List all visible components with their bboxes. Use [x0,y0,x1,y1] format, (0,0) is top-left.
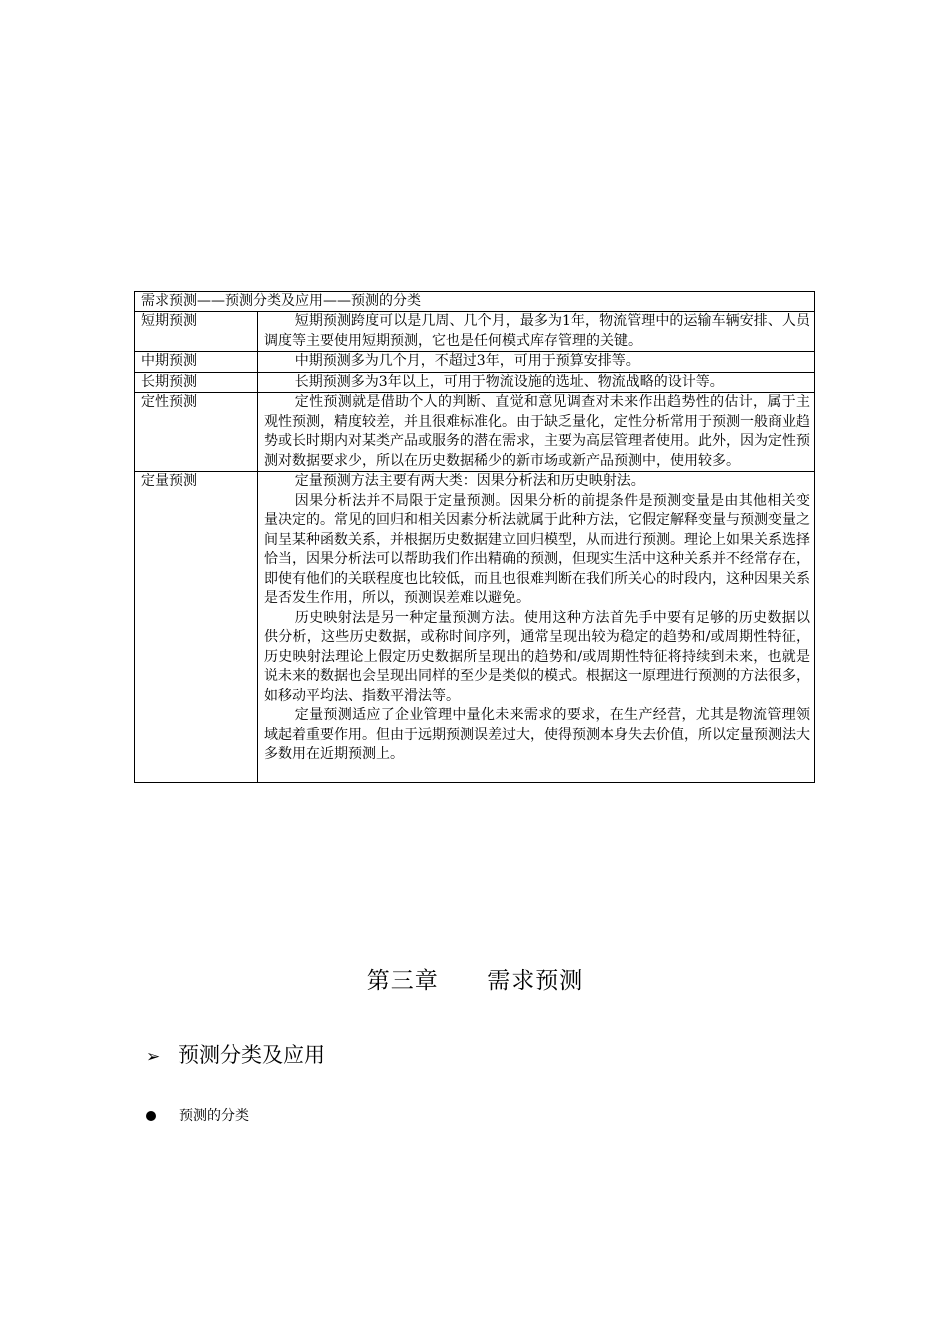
section-heading [146,1039,325,1069]
row-content [258,352,815,373]
row-paragraph: 定量预测适应了企业管理中量化未来需求的要求，在生产经营，尤其是物流管理领域起着重要作用。但由于远期预测误差过大，使得预测本身失去价值，所以定量预测法大多数用在近期预测上。 [264,707,810,762]
row-paragraph: 短期预测跨度可以是几周、几个月，最多为1年，物流管理中的运输车辆安排、人员调度等主要使用短期预测，它也是任何模式库存管理的关键。 [264,313,810,349]
row-content [258,472,815,783]
row-label: 长期预测 [135,372,258,393]
chapter-title: 第三章 需求预测 [366,968,584,994]
arrow-bullet-icon: ➢ [146,1047,161,1067]
row-label: 定量预测 [135,472,258,783]
bullet-dot-icon [146,1111,156,1121]
subsection-heading [146,1105,249,1125]
row-label: 定性预测 [135,393,258,472]
row-content [258,312,815,352]
row-paragraph: 中期预测多为几个月，不超过3年，可用于预算安排等。 [294,353,640,369]
row-paragraph: 因果分析法并不局限于定量预测。因果分析的前提条件是预测变量是由其他相关变量决定的。常见的回归和相关因素分析法就属于此种方法，它假定解释变量与预测变量之间呈某种函数关系，并根据历史数据建立回归模型，从而进行预测。理论上如果关系选择恰当，因果分析法可以帮助我们作出精确的预测，但现实生活中这种关系并不经常存在，即使有他们的关联程度也比较低，而且也很难判断在我们所关心的时段内，这种因果关系是否发生作用，所以，预测误差难以避免。 [264,492,810,606]
row-label: 中期预测 [135,352,258,373]
row-paragraph: 定性预测就是借助个人的判断、直觉和意见调查对未来作出趋势性的估计，属于主观性预测，精度较差，并且很难标准化。由于缺乏量化，定性分析常用于预测一般商业趋势或长时期内对某类产品或服务的潜在需求，主要为高层管理者使用。此外，因为定性预测对数据要求少，所以在历史数据稀少的新市场或新产品预测中，使用较多。 [264,394,810,469]
section-title: 预测分类及应用 [178,1043,325,1067]
table-row [135,372,815,393]
row-label: 短期预测 [135,312,258,352]
table-header: 需求预测——预测分类及应用——预测的分类 [135,292,815,312]
forecast-table [134,291,815,783]
row-paragraph: 历史映射法是另一种定量预测方法。使用这种方法首先手中要有足够的历史数据以供分析，这些历史数据，或称时间序列，通常呈现出较为稳定的趋势和/或周期性特征，历史映射法理论上假定历史数据所呈现出的趋势和/或周期性特征将持续到未来，也就是说未来的数据也会呈现出同样的至少是类似的模式。根据这一原理进行预测的方法很多，如移动平均法、指数平滑法等。 [264,609,810,704]
table-row [135,352,815,373]
table-header-row [135,292,815,312]
table-row [135,472,815,783]
table-row [135,312,815,352]
row-paragraph: 定量预测方法主要有两大类：因果分析法和历史映射法。 [294,473,645,489]
subsection-title: 预测的分类 [179,1108,249,1124]
row-content [258,393,815,472]
row-paragraph: 长期预测多为3年以上，可用于物流设施的选址、物流战略的设计等。 [294,373,724,390]
row-content [258,372,815,393]
table-row [135,393,815,472]
